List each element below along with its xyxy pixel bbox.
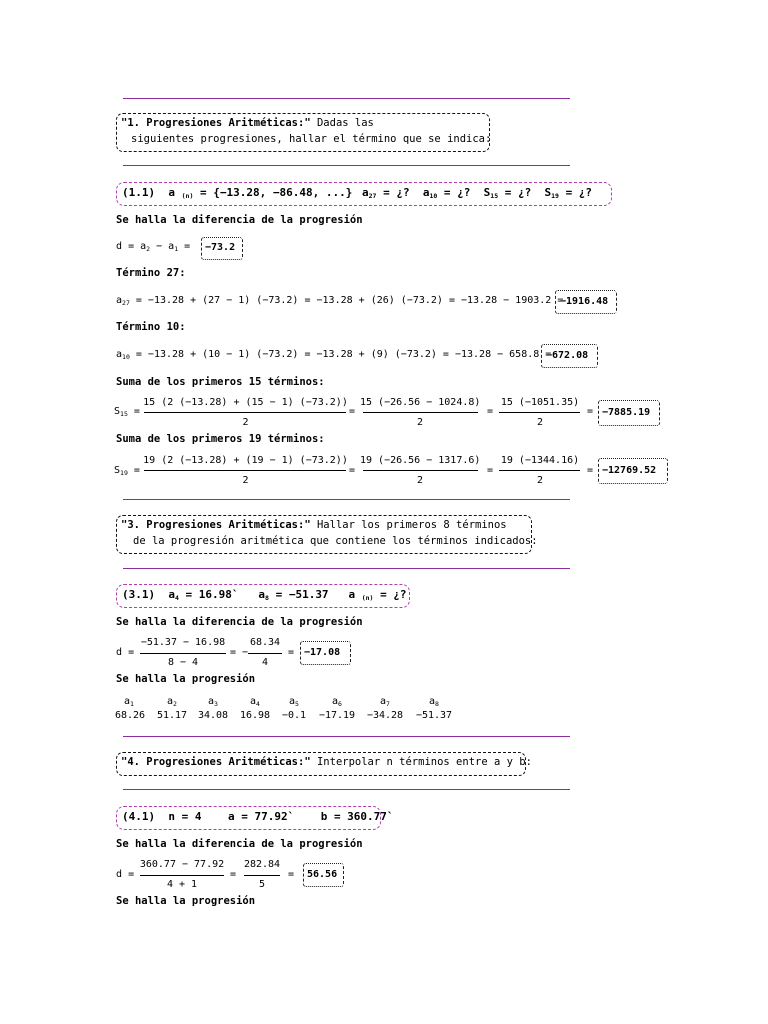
- term-value: −51.37: [415, 710, 453, 721]
- term-value: −34.28: [366, 710, 404, 721]
- term-10-result: −672.08: [546, 350, 589, 361]
- fraction-line: [140, 653, 226, 654]
- sum-15-lhs: $S_{15}$ =: [114, 406, 140, 418]
- equals: =: [288, 647, 295, 658]
- heading-progression: Se halla la progresión: [116, 895, 256, 907]
- term-label: $a_7$: [380, 696, 390, 708]
- sum-19-numerator-3: 19 (−1344.16): [500, 455, 580, 466]
- term-label: $a_2$: [167, 696, 177, 708]
- d31-numerator-1: −51.37 − 16.98: [140, 637, 226, 648]
- sum-19-denominator-2: 2: [416, 475, 424, 486]
- sum-19-result: −12769.52: [602, 465, 657, 476]
- fraction-line: [248, 653, 282, 654]
- divider-line: [123, 789, 570, 790]
- term-27-result: −1916.48: [560, 296, 609, 307]
- fraction-line: [499, 412, 580, 413]
- fraction-line: [144, 412, 346, 413]
- section3-title: "3. Progresiones Aritméticas:" Hallar los primeros 8 términos: [121, 519, 507, 531]
- equals: =: [487, 406, 494, 417]
- term-label: $a_1$: [124, 696, 134, 708]
- fraction-line: [144, 470, 346, 471]
- sum-19-numerator-2: 19 (−26.56 − 1317.6): [360, 455, 481, 466]
- term-label: $a_6$: [332, 696, 342, 708]
- equals-minus: = −: [230, 647, 249, 658]
- fraction-line: [499, 470, 580, 471]
- d41-numerator-1: 360.77 − 77.92: [139, 859, 225, 870]
- term-value: 34.08: [197, 710, 229, 721]
- sum-15-denominator-1: 2: [242, 417, 249, 428]
- heading-term-27: Término 27:: [116, 267, 186, 279]
- sum-15-numerator-3: 15 (−1051.35): [500, 397, 580, 408]
- term-value: −0.1: [281, 710, 307, 721]
- fraction-line: [363, 412, 478, 413]
- sum-15-numerator-1: 15 (2 (−13.28) + (15 − 1) (−73.2)): [143, 397, 348, 408]
- heading-sum-19: Suma de los primeros 19 términos:: [116, 433, 325, 445]
- sum-15-numerator-2: 15 (−26.56 − 1024.8): [360, 397, 481, 408]
- heading-sum-15: Suma de los primeros 15 términos:: [116, 376, 325, 388]
- sum-15-denominator-2: 2: [416, 417, 424, 428]
- fraction-line: [363, 470, 478, 471]
- sum-19-denominator-1: 2: [242, 475, 249, 486]
- sum-15-result: −7885.19: [602, 407, 651, 418]
- equals: =: [349, 406, 356, 417]
- fraction-line: [140, 875, 224, 876]
- heading-progression: Se halla la progresión: [116, 673, 256, 685]
- d41-denominator-1: 4 + 1: [166, 879, 198, 890]
- d-symbol: d =: [116, 647, 135, 658]
- problem-1-1-unknowns: $a_{27}$ = ¿? $a_{10}$ = ¿? $S_{15}$ = ¿? $S_{19}$ = ¿?: [362, 186, 593, 200]
- sum-19-lhs: $S_{19}$ =: [114, 465, 140, 477]
- difference-expression: $d = a_2 - a_1$ =: [116, 241, 191, 253]
- section1-title-line2: siguientes progresiones, hallar el término que se indica:: [131, 133, 492, 145]
- d31-result: −17.08: [304, 647, 341, 658]
- d31-denominator-1: 8 − 4: [167, 657, 199, 668]
- term-label: $a_3$: [208, 696, 218, 708]
- equals: =: [487, 465, 494, 476]
- term-10-expression: $a_{10} = -13.28 + (10 - 1) (-73.2) = -13.28 + (9) (-73.2) = -13.28 - 658.8$ =: [116, 349, 552, 361]
- heading-term-10: Término 10:: [116, 321, 186, 333]
- term-value: 51.17: [156, 710, 188, 721]
- equals: =: [587, 406, 594, 417]
- term-27-expression: $a_{27} = -13.28 + (27 - 1) (-73.2) = -13.28 + (26) (-73.2) = -13.28 - 1903.2$ =: [116, 295, 564, 307]
- problem-1-1-header: (1.1) a $_{(n)}$ = {−13.28, −86.48, ...}: [122, 186, 353, 200]
- equals: =: [230, 869, 237, 880]
- d41-numerator-2: 282.84: [243, 859, 281, 870]
- equals: =: [349, 465, 356, 476]
- sum-15-denominator-3: 2: [536, 417, 544, 428]
- divider-line: [123, 736, 570, 737]
- d41-result: 56.56: [307, 869, 338, 880]
- term-value: −17.19: [318, 710, 356, 721]
- divider-line: [123, 165, 570, 166]
- divider-line: [123, 499, 570, 500]
- term-label: $a_5$: [289, 696, 299, 708]
- difference-result: −73.2: [205, 242, 236, 253]
- d-symbol: d =: [116, 869, 135, 880]
- sum-19-numerator-1: 19 (2 (−13.28) + (19 − 1) (−73.2)): [143, 455, 348, 466]
- sum-19-denominator-3: 2: [536, 475, 544, 486]
- d31-numerator-2: 68.34: [249, 637, 281, 648]
- section4-title: "4. Progresiones Aritméticas:" Interpolar n términos entre a y b:: [121, 756, 532, 768]
- problem-3-1-header: (3.1) $a_4$ = 16.98` $a_8 = -51.37$ a $_{(n)}$ = ¿?: [122, 588, 407, 602]
- term-value: 68.26: [114, 710, 146, 721]
- heading-difference: Se halla la diferencia de la progresión: [116, 214, 363, 226]
- equals: =: [288, 869, 295, 880]
- heading-difference: Se halla la diferencia de la progresión: [116, 616, 363, 628]
- term-label: $a_4$: [250, 696, 260, 708]
- term-label: $a_8$: [429, 696, 439, 708]
- problem-4-1-header: (4.1) n = 4 a = 77.92` b = 360.77`: [122, 810, 394, 823]
- term-value: 16.98: [239, 710, 271, 721]
- divider-line: [123, 98, 570, 99]
- d31-denominator-2: 4: [261, 657, 269, 668]
- section1-title: "1. Progresiones Aritméticas:" Dadas las: [121, 117, 374, 129]
- section3-title-line2: de la progresión aritmética que contiene los términos indicados:: [133, 535, 538, 547]
- divider-line: [123, 568, 570, 569]
- d41-denominator-2: 5: [258, 879, 266, 890]
- heading-difference: Se halla la diferencia de la progresión: [116, 838, 363, 850]
- equals: =: [587, 465, 594, 476]
- fraction-line: [244, 875, 280, 876]
